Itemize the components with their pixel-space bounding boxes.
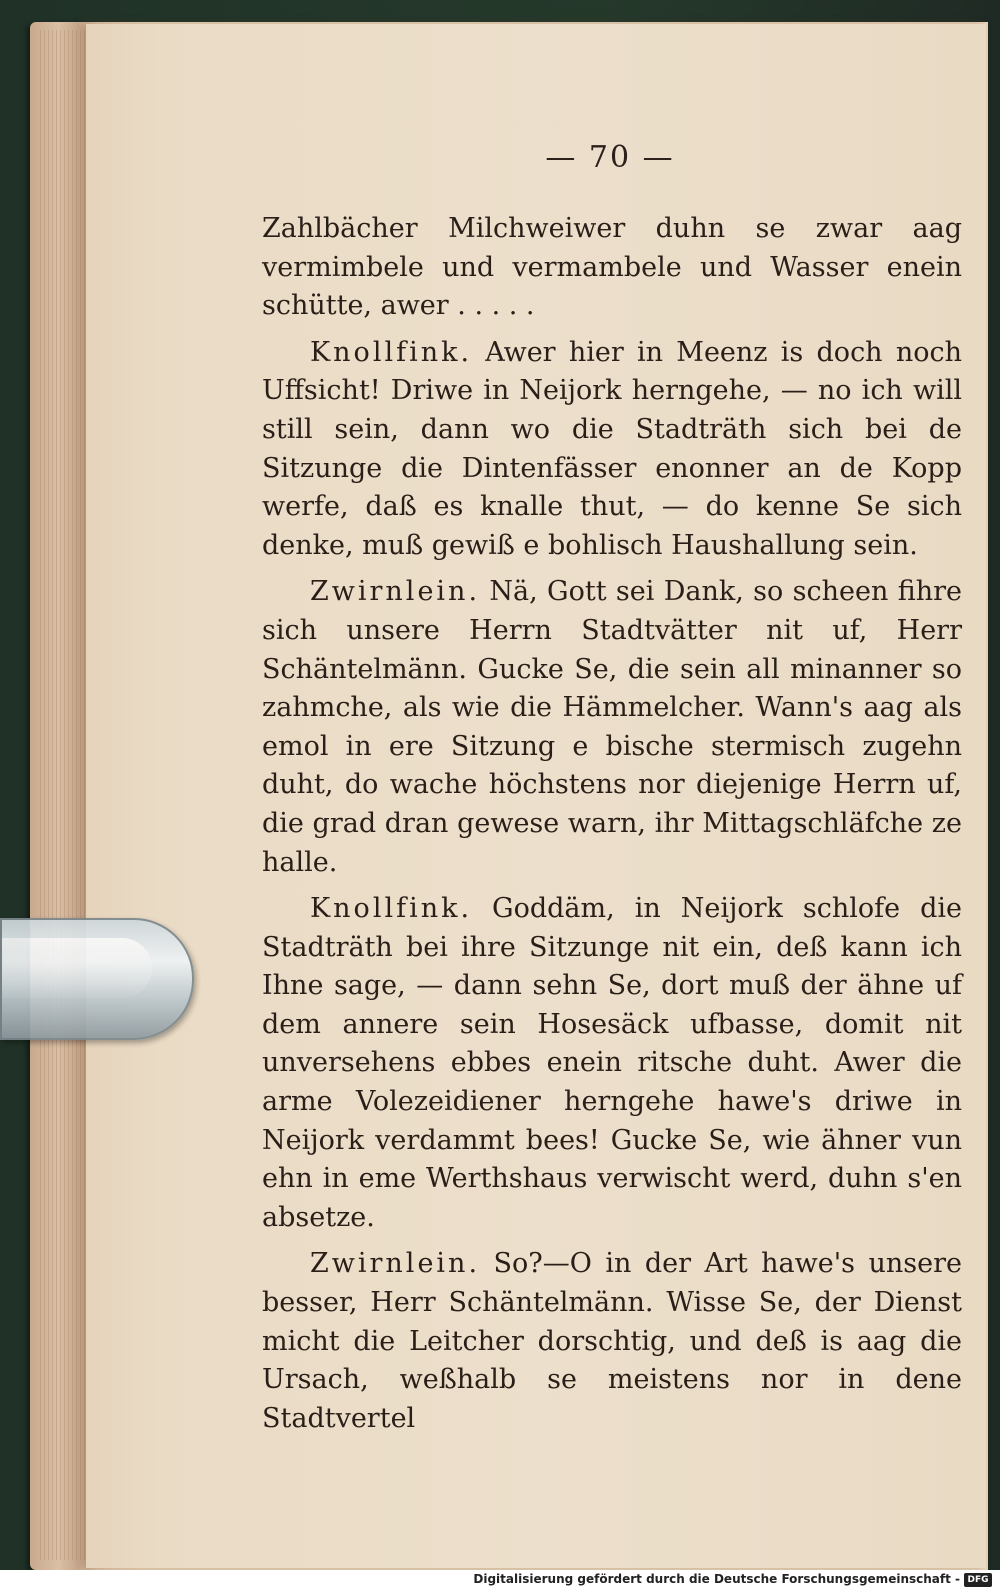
speaker-name: Zwirnlein.	[310, 576, 481, 608]
speaker-name: Zwirnlein.	[310, 1248, 481, 1280]
page-clip	[0, 918, 194, 1040]
page-edges	[40, 30, 86, 1560]
speaker-name: Knollfink.	[310, 893, 473, 925]
speaker-name: Knollfink.	[310, 336, 473, 368]
paragraph	[262, 1245, 962, 1438]
clip-highlight	[2, 938, 152, 998]
paragraph-text: Zahlbächer Milchweiwer duhn se zwar aag vermimbele und vermambele und Wasser enein schütte, awer . . . . .	[262, 213, 962, 322]
paragraph-text: Awer hier in Meenz is doch noch Uffsicht! Driwe in Neijork herngehe, — no ich will still sein, dann wo die Stadträth sich bei de Sitzunge die Dintenfässer enonner an de Kopp werfe, daß es knalle thut, — do kenne Se sich denke, muß gewiß e bohlisch Haushallung sein.	[262, 336, 962, 561]
page-text	[262, 210, 962, 1438]
paragraph	[262, 334, 962, 566]
dfg-logo-icon: DFG	[964, 1573, 992, 1587]
paragraph-text: So?—O in der Art hawe's unsere besser, Herr Schäntelmänn. Wisse Se, der Dienst micht die Leitcher dorschtig, und deß is aag die Ursach, weßhalb se meistens nor in dene Stadtvertel	[262, 1248, 962, 1434]
funding-credit: Digitalisierung gefördert durch die Deutsche Forschungsgemeinschaft -	[473, 1572, 960, 1586]
paragraph	[262, 890, 962, 1237]
page-number: — 70 —	[545, 140, 675, 175]
paragraph	[262, 573, 962, 882]
paragraph-text: Nä, Gott sei Dank, so scheen fihre sich unsere Herrn Stadtvätter nit uf, Herr Schäntelmänn. Gucke Se, die sein all minanner so zahmche, als wie die Hämmelcher. Wann's aag als emol in ere Sitzung e bische stermisch zugehn duht, do wache höchstens nor diejenige Herrn uf, die grad dran gewese warn, ihr Mittagschläfche ze halle.	[262, 576, 962, 878]
paragraph	[262, 210, 962, 326]
paragraph-text: Goddäm, in Neijork schlofe die Stadträth bei ihre Sitzunge nit ein, deß kann ich Ihne sage, — dann sehn Se, dort muß der ähne uf dem annere sein Hosesäck ufbasse, domit nit unversehens ebbes enein ritsche duht. Awer die arme Volezeidiener herngehe hawe's driwe in Neijork verdammt bees! Gucke Se, wie ähner vun ehn in eme Werthshaus verwischt werd, duhn s'en absetze.	[262, 893, 962, 1233]
